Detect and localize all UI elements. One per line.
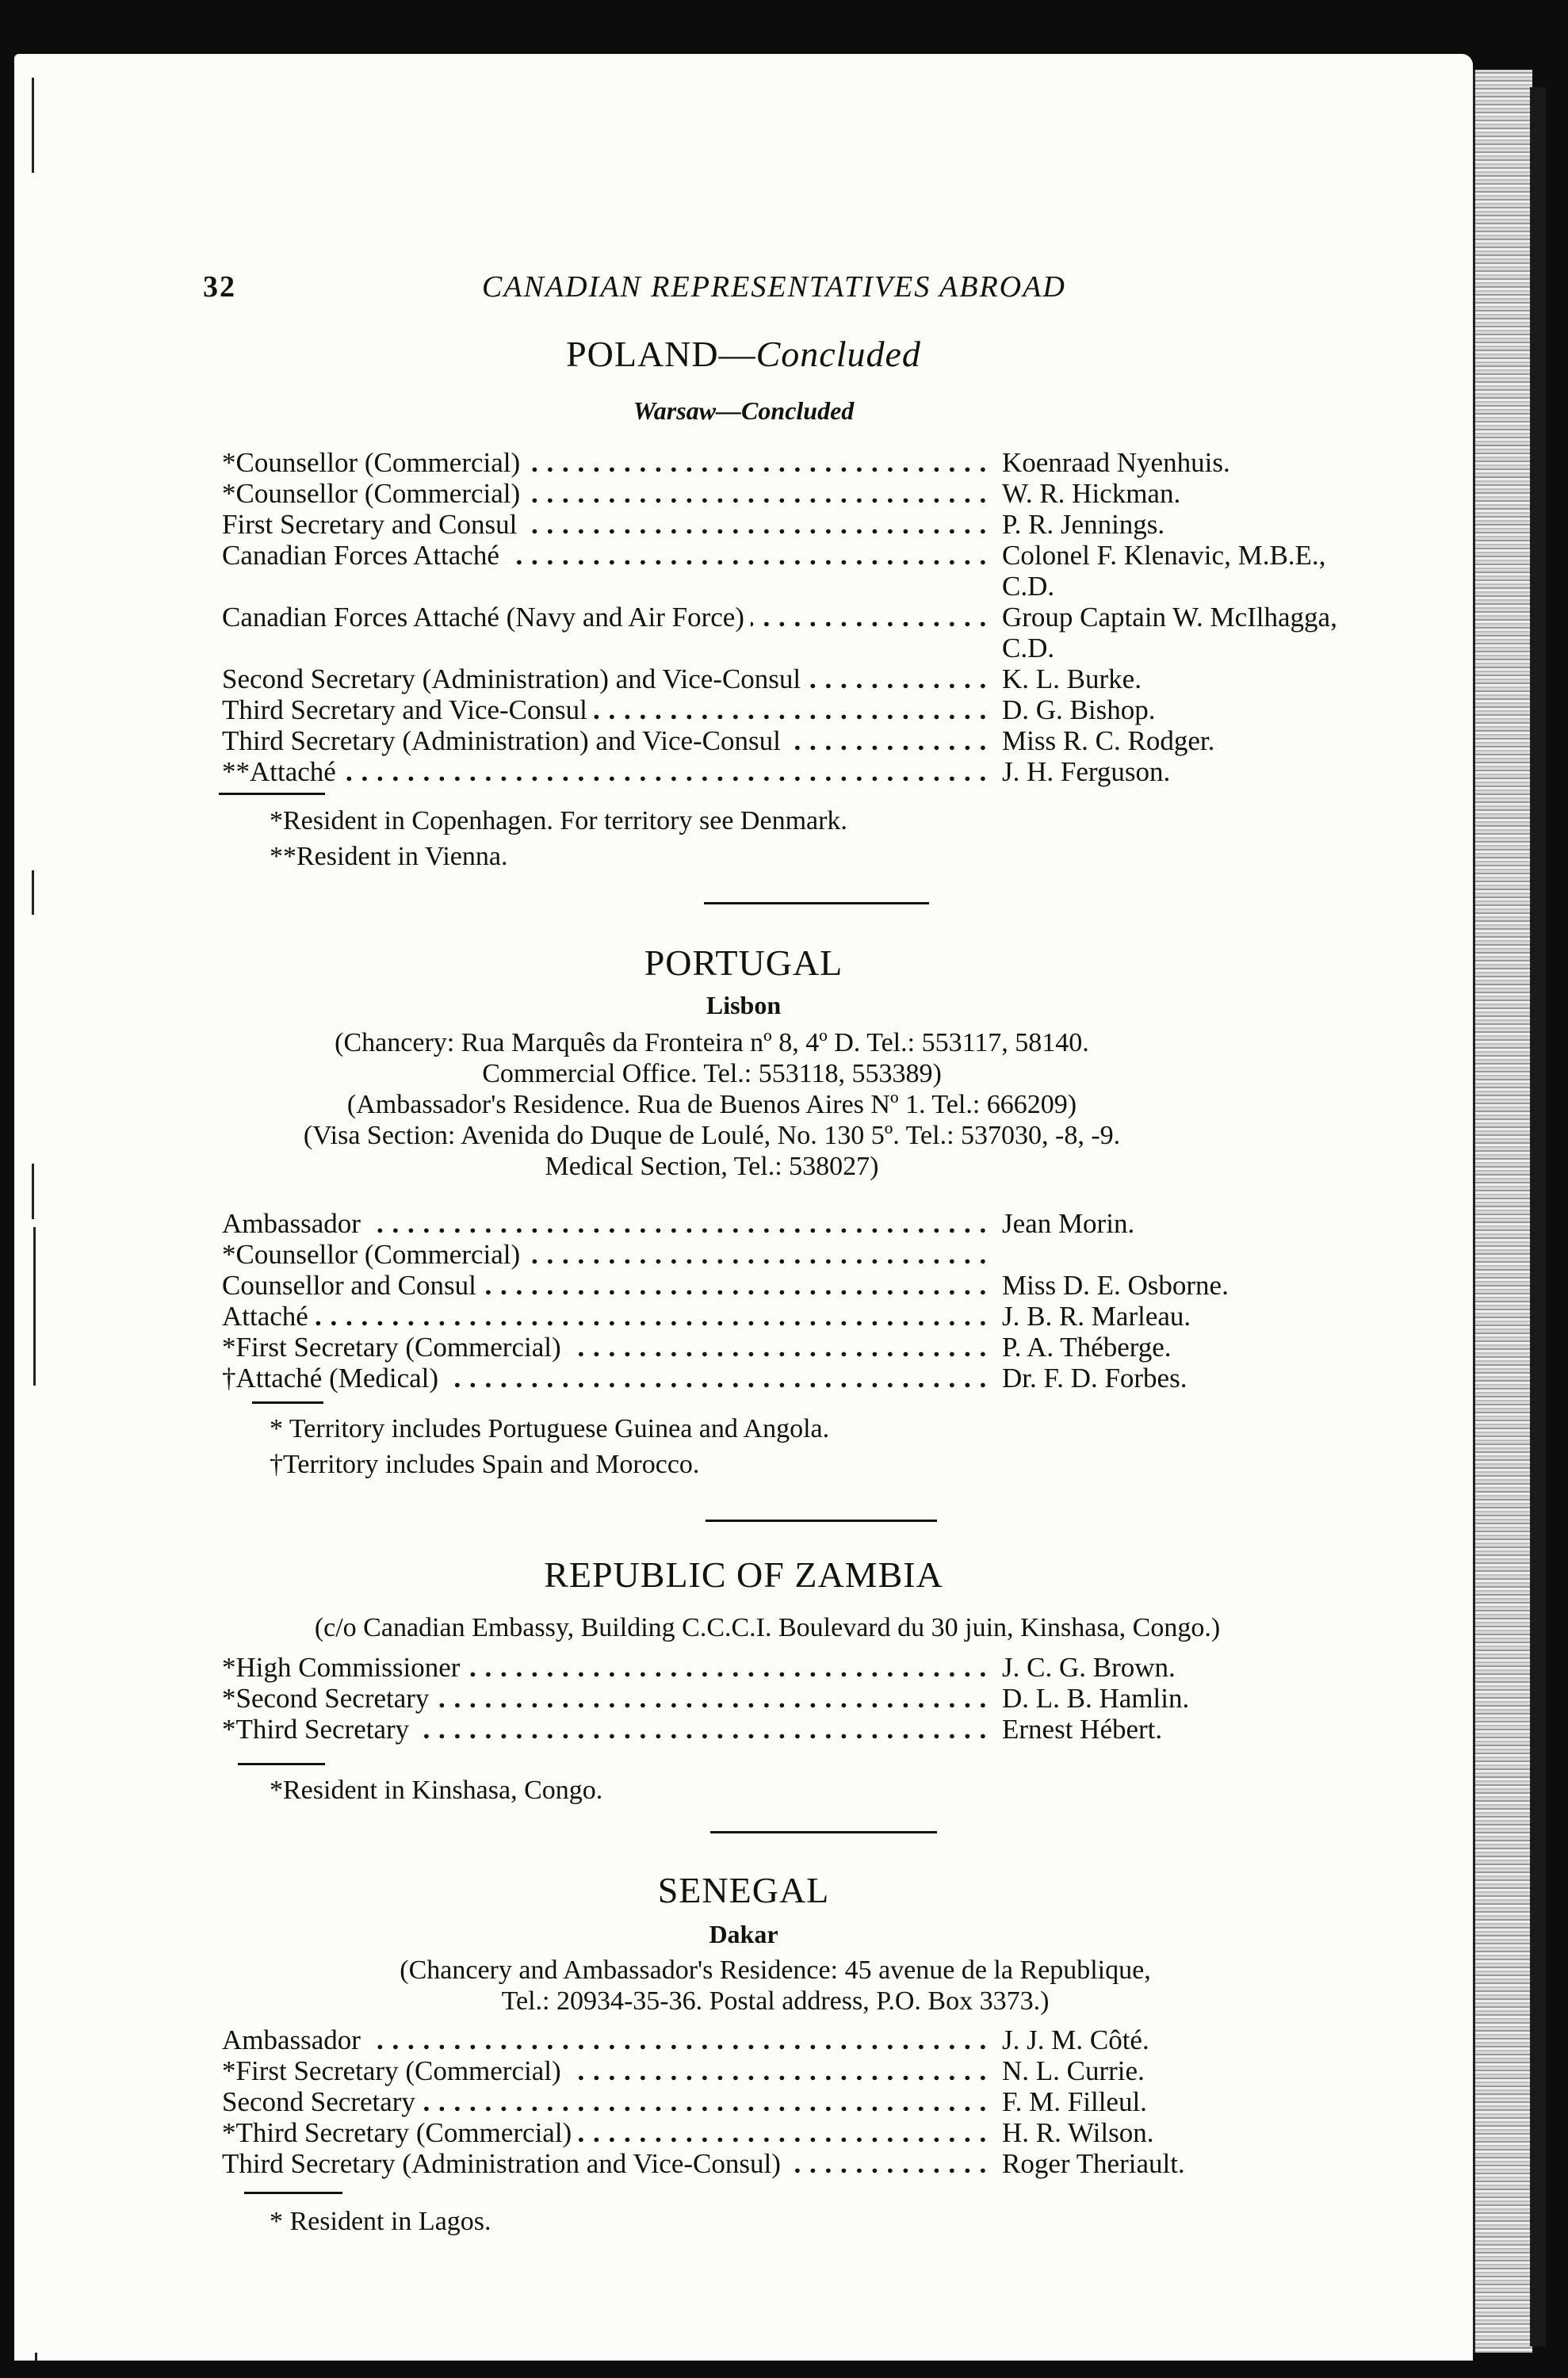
- staff-title: **Attaché: [222, 756, 342, 787]
- footnote: **Resident in Vienna.: [270, 842, 508, 871]
- running-title: CANADIAN REPRESENTATIVES ABROAD: [482, 270, 1066, 304]
- staff-row: [14, 447, 1473, 478]
- staff-title: Canadian Forces Attaché: [222, 540, 506, 571]
- staff-title: *Second Secretary: [222, 1683, 435, 1714]
- poland-staff-list: [14, 447, 1473, 787]
- footnote-rule: [252, 1401, 323, 1404]
- staff-title: Canadian Forces Attaché (Navy and Air Force): [222, 602, 751, 633]
- address-line: Commercial Office. Tel.: 553118, 553389): [482, 1059, 942, 1088]
- staff-name: J. B. R. Marleau.: [997, 1301, 1191, 1332]
- staff-name: J. C. G. Brown.: [997, 1652, 1176, 1683]
- poland-footnotes: [14, 803, 1473, 874]
- page-stack-edge: [1473, 70, 1532, 2353]
- document-page: [14, 54, 1473, 2361]
- address-line: Medical Section, Tel.: 538027): [545, 1152, 879, 1181]
- footnote-rule: [238, 1763, 325, 1765]
- staff-title: *First Secretary (Commercial): [222, 1332, 568, 1363]
- staff-row: [14, 694, 1473, 725]
- staff-row: [14, 1301, 1473, 1332]
- footnote: *Resident in Copenhagen. For territory see Denmark.: [270, 806, 847, 835]
- staff-title: [222, 571, 228, 602]
- staff-title: *High Commissioner: [222, 1652, 466, 1683]
- staff-title: Third Secretary (Administration and Vice-Consul): [222, 2148, 787, 2179]
- staff-name: J. H. Ferguson.: [997, 756, 1170, 787]
- staff-row: [14, 1363, 1473, 1394]
- staff-name: Miss D. E. Osborne.: [997, 1270, 1229, 1301]
- footnote-rule: [244, 2192, 342, 2194]
- footnote: * Territory includes Portuguese Guinea and Angola.: [270, 1414, 830, 1443]
- staff-name: P. A. Théberge.: [997, 1332, 1172, 1363]
- staff-row: [14, 2148, 1473, 2179]
- staff-row: [14, 2086, 1473, 2117]
- staff-row: [14, 2117, 1473, 2148]
- staff-name: Koenraad Nyenhuis.: [997, 447, 1230, 478]
- footnote: * Resident in Lagos.: [270, 2207, 491, 2236]
- staff-title: [222, 633, 228, 663]
- staff-name: J. J. M. Côté.: [997, 2024, 1149, 2055]
- senegal-heading: SENEGAL: [657, 1870, 830, 1910]
- staff-title: Attaché: [222, 1301, 315, 1332]
- zambia-staff-list: [14, 1652, 1473, 1745]
- staff-row: [14, 633, 1473, 663]
- staff-name: Group Captain W. McIlhagga,: [997, 602, 1337, 633]
- staff-title: First Secretary and Consul: [222, 509, 523, 540]
- staff-row: [14, 756, 1473, 787]
- address-line: Tel.: 20934-35-36. Postal address, P.O. Box 3373.): [501, 1986, 1050, 2016]
- portugal-staff-list: [14, 1208, 1473, 1394]
- staff-row: [14, 602, 1473, 633]
- staff-row: [14, 2024, 1473, 2055]
- portugal-footnotes: [14, 1411, 1473, 1482]
- staff-name: C.D.: [997, 571, 1054, 602]
- scan-mark: [32, 870, 34, 915]
- poland-city: Warsaw—Concluded: [633, 396, 855, 425]
- staff-row: [14, 1652, 1473, 1683]
- staff-name: Colonel F. Klenavic, M.B.E.,: [997, 540, 1325, 571]
- staff-name: K. L. Burke.: [997, 663, 1142, 694]
- scan-mark: [35, 2353, 37, 2361]
- staff-row: [14, 1208, 1473, 1239]
- staff-row: [14, 509, 1473, 540]
- staff-title: *Counsellor (Commercial): [222, 478, 526, 509]
- senegal-staff-list: [14, 2024, 1473, 2179]
- staff-name: W. R. Hickman.: [997, 478, 1180, 509]
- staff-title: *Third Secretary (Commercial): [222, 2117, 578, 2148]
- page-number: 32: [203, 270, 236, 304]
- staff-title: Second Secretary: [222, 2086, 422, 2117]
- portugal-city: Lisbon: [706, 991, 782, 1019]
- staff-title: Ambassador: [222, 1208, 367, 1239]
- portugal-address: [14, 1027, 1441, 1182]
- staff-name: D. G. Bishop.: [997, 694, 1156, 725]
- address-line: (Chancery and Ambassador's Residence: 45 avenue de la Republique,: [400, 1956, 1151, 1985]
- staff-row: [14, 1239, 1473, 1270]
- staff-row: [14, 2055, 1473, 2086]
- staff-title: †Attaché (Medical): [222, 1363, 445, 1394]
- staff-name: Jean Morin.: [997, 1208, 1134, 1239]
- footnote: *Resident in Kinshasa, Congo.: [270, 1776, 603, 1805]
- staff-title: Counsellor and Consul: [222, 1270, 483, 1301]
- scan-border: [1530, 87, 1546, 2346]
- staff-name: N. L. Currie.: [997, 2055, 1145, 2086]
- zambia-footnotes: [14, 1772, 1473, 1808]
- staff-row: [14, 663, 1473, 694]
- staff-title: *Counsellor (Commercial): [222, 447, 526, 478]
- staff-row: [14, 1332, 1473, 1363]
- staff-title: Second Secretary (Administration) and Vice-Consul: [222, 663, 807, 694]
- staff-name: C.D.: [997, 633, 1054, 663]
- staff-title: Third Secretary and Vice-Consul: [222, 694, 594, 725]
- poland-heading: POLAND—Concluded: [566, 334, 921, 374]
- staff-name: F. M. Filleul.: [997, 2086, 1147, 2117]
- staff-name: P. R. Jennings.: [997, 509, 1165, 540]
- footnote-rule: [219, 793, 325, 795]
- staff-row: [14, 571, 1473, 602]
- staff-title: *First Secretary (Commercial): [222, 2055, 568, 2086]
- scan-mark: [32, 78, 34, 173]
- address-line: (Ambassador's Residence. Rua de Buenos Aires Nº 1. Tel.: 666209): [346, 1090, 1077, 1119]
- staff-name: H. R. Wilson.: [997, 2117, 1153, 2148]
- footnote: †Territory includes Spain and Morocco.: [270, 1450, 700, 1479]
- scan-mark: [33, 1227, 36, 1386]
- section-divider: [706, 1520, 937, 1522]
- senegal-city: Dakar: [709, 1920, 778, 1948]
- section-divider: [710, 1831, 937, 1833]
- staff-row: [14, 478, 1473, 509]
- portugal-heading: PORTUGAL: [644, 942, 843, 983]
- address-line: (c/o Canadian Embassy, Building C.C.C.I. Boulevard du 30 juin, Kinshasa, Congo.): [314, 1613, 1221, 1642]
- staff-name: Miss R. C. Rodger.: [997, 725, 1214, 756]
- staff-row: [14, 1683, 1473, 1714]
- staff-name: Ernest Hébert.: [997, 1714, 1162, 1745]
- address-line: (Chancery: Rua Marquês da Fronteira nº 8, 4º D. Tel.: 553117, 58140.: [335, 1028, 1089, 1057]
- section-divider: [704, 902, 929, 904]
- senegal-footnotes: [14, 2204, 1473, 2239]
- staff-title: *Third Secretary: [222, 1714, 415, 1745]
- staff-row: [14, 1714, 1473, 1745]
- staff-title: Third Secretary (Administration) and Vice-Consul: [222, 725, 787, 756]
- zambia-address: [38, 1612, 1473, 1643]
- staff-title: Ambassador: [222, 2024, 367, 2055]
- staff-row: [14, 725, 1473, 756]
- staff-title: *Counsellor (Commercial): [222, 1239, 526, 1270]
- scan-mark: [32, 1164, 34, 1219]
- staff-name: Dr. F. D. Forbes.: [997, 1363, 1187, 1394]
- zambia-heading: REPUBLIC OF ZAMBIA: [544, 1554, 943, 1595]
- staff-name: D. L. B. Hamlin.: [997, 1683, 1189, 1714]
- staff-row: [14, 1270, 1473, 1301]
- senegal-address: [46, 1955, 1473, 2017]
- address-line: (Visa Section: Avenida do Duque de Loulé, No. 130 5º. Tel.: 537030, -8, -9.: [303, 1121, 1121, 1150]
- staff-row: [14, 540, 1473, 571]
- staff-name: Roger Theriault.: [997, 2148, 1185, 2179]
